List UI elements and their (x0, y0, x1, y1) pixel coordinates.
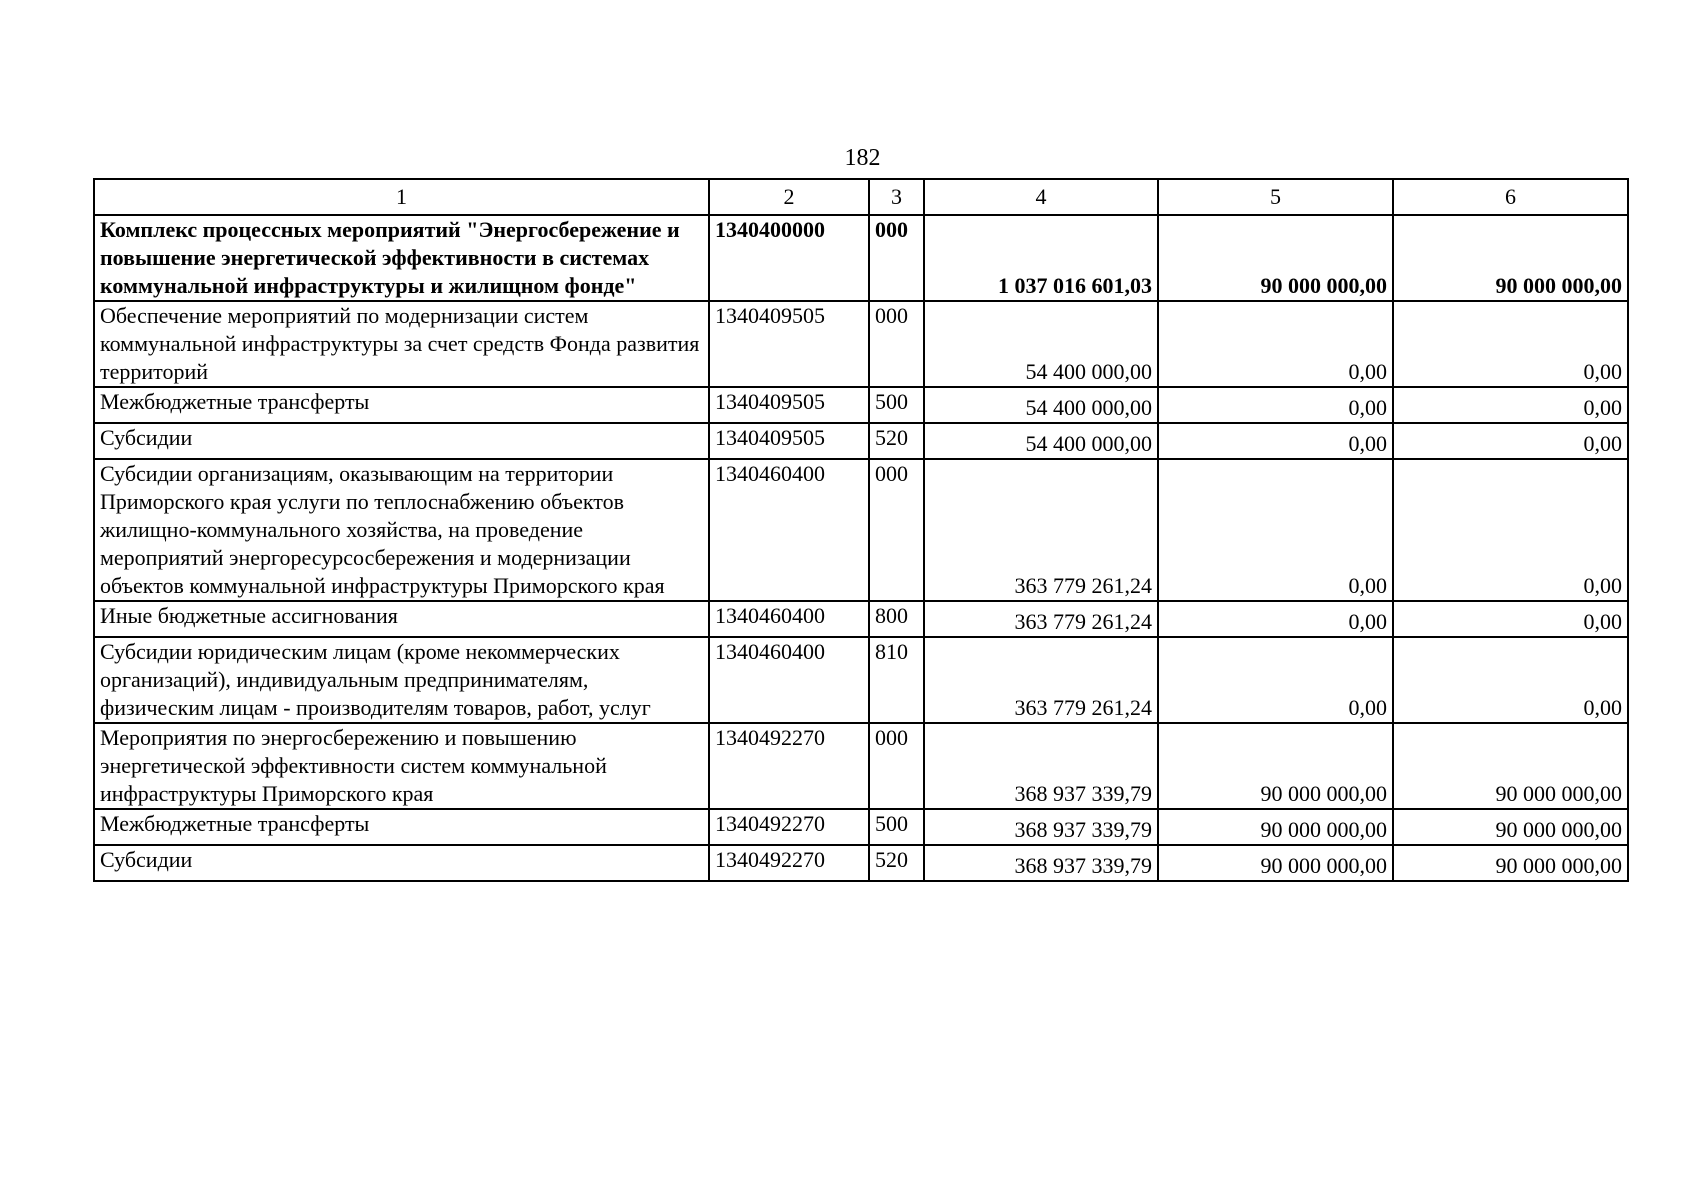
row-value-6: 90 000 000,00 (1393, 215, 1628, 301)
row-name: Мероприятия по энергосбережению и повышению энергетической эффективности систем коммунальной инфраструктуры Приморского края (94, 723, 709, 809)
row-value-6: 0,00 (1393, 637, 1628, 723)
row-value-4: 54 400 000,00 (924, 423, 1158, 459)
row-name: Субсидии юридическим лицам (кроме некоммерческих организаций), индивидуальным предпринимателям, физическим лицам - производителям товаров, работ, услуг (94, 637, 709, 723)
row-name: Иные бюджетные ассигнования (94, 601, 709, 637)
table-row (94, 845, 1628, 881)
column-header-2: 2 (709, 179, 869, 215)
row-kvr: 500 (869, 387, 924, 423)
table-row (94, 809, 1628, 845)
table-row (94, 459, 1628, 601)
row-value-5: 90 000 000,00 (1158, 809, 1393, 845)
row-value-4: 368 937 339,79 (924, 723, 1158, 809)
budget-table (93, 178, 1629, 882)
table-row (94, 387, 1628, 423)
row-value-5: 90 000 000,00 (1158, 723, 1393, 809)
row-value-5: 0,00 (1158, 301, 1393, 387)
row-value-6: 0,00 (1393, 301, 1628, 387)
row-value-4: 368 937 339,79 (924, 845, 1158, 881)
row-value-4: 368 937 339,79 (924, 809, 1158, 845)
row-value-6: 90 000 000,00 (1393, 845, 1628, 881)
row-name: Межбюджетные трансферты (94, 809, 709, 845)
column-header-1: 1 (94, 179, 709, 215)
row-value-6: 90 000 000,00 (1393, 809, 1628, 845)
row-value-4: 363 779 261,24 (924, 459, 1158, 601)
table-row (94, 637, 1628, 723)
column-header-5: 5 (1158, 179, 1393, 215)
row-kvr: 810 (869, 637, 924, 723)
row-value-5: 0,00 (1158, 387, 1393, 423)
row-kvr: 000 (869, 301, 924, 387)
table-row (94, 301, 1628, 387)
row-kvr: 520 (869, 423, 924, 459)
row-value-6: 0,00 (1393, 387, 1628, 423)
column-header-4: 4 (924, 179, 1158, 215)
row-code: 1340409505 (709, 301, 869, 387)
row-code: 1340400000 (709, 215, 869, 301)
row-value-4: 54 400 000,00 (924, 387, 1158, 423)
row-value-5: 0,00 (1158, 601, 1393, 637)
row-kvr: 000 (869, 723, 924, 809)
row-code: 1340409505 (709, 387, 869, 423)
row-value-4: 363 779 261,24 (924, 637, 1158, 723)
row-name: Межбюджетные трансферты (94, 387, 709, 423)
row-value-4: 363 779 261,24 (924, 601, 1158, 637)
row-value-4: 1 037 016 601,03 (924, 215, 1158, 301)
row-code: 1340492270 (709, 845, 869, 881)
row-value-6: 0,00 (1393, 459, 1628, 601)
row-kvr: 800 (869, 601, 924, 637)
row-kvr: 520 (869, 845, 924, 881)
row-name: Субсидии (94, 423, 709, 459)
row-value-6: 90 000 000,00 (1393, 723, 1628, 809)
row-code: 1340492270 (709, 723, 869, 809)
page-number: 182 (844, 145, 881, 171)
row-code: 1340460400 (709, 601, 869, 637)
row-name: Субсидии (94, 845, 709, 881)
table-row (94, 423, 1628, 459)
row-code: 1340492270 (709, 809, 869, 845)
row-name: Обеспечение мероприятий по модернизации систем коммунальной инфраструктуры за счет средств Фонда развития территорий (94, 301, 709, 387)
row-value-5: 0,00 (1158, 423, 1393, 459)
column-header-6: 6 (1393, 179, 1628, 215)
row-value-5: 90 000 000,00 (1158, 215, 1393, 301)
row-name: Комплекс процессных мероприятий "Энергосбережение и повышение энергетической эффективности в системах коммунальной инфраструктуры и жилищном фонде" (94, 215, 709, 301)
row-code: 1340409505 (709, 423, 869, 459)
row-kvr: 000 (869, 215, 924, 301)
row-value-5: 90 000 000,00 (1158, 845, 1393, 881)
column-header-3: 3 (869, 179, 924, 215)
row-code: 1340460400 (709, 637, 869, 723)
table-row (94, 601, 1628, 637)
row-value-6: 0,00 (1393, 423, 1628, 459)
row-value-5: 0,00 (1158, 459, 1393, 601)
row-kvr: 000 (869, 459, 924, 601)
row-value-5: 0,00 (1158, 637, 1393, 723)
row-kvr: 500 (869, 809, 924, 845)
row-name: Субсидии организациям, оказывающим на территории Приморского края услуги по теплоснабжению объектов жилищно-коммунального хозяйства, на проведение мероприятий энергоресурсосбережения и модернизации объектов коммунальной инфраструктуры Приморского края (94, 459, 709, 601)
column-number-header-row (94, 179, 1628, 215)
table-row (94, 215, 1628, 301)
row-value-4: 54 400 000,00 (924, 301, 1158, 387)
row-value-6: 0,00 (1393, 601, 1628, 637)
row-code: 1340460400 (709, 459, 869, 601)
table-row (94, 723, 1628, 809)
